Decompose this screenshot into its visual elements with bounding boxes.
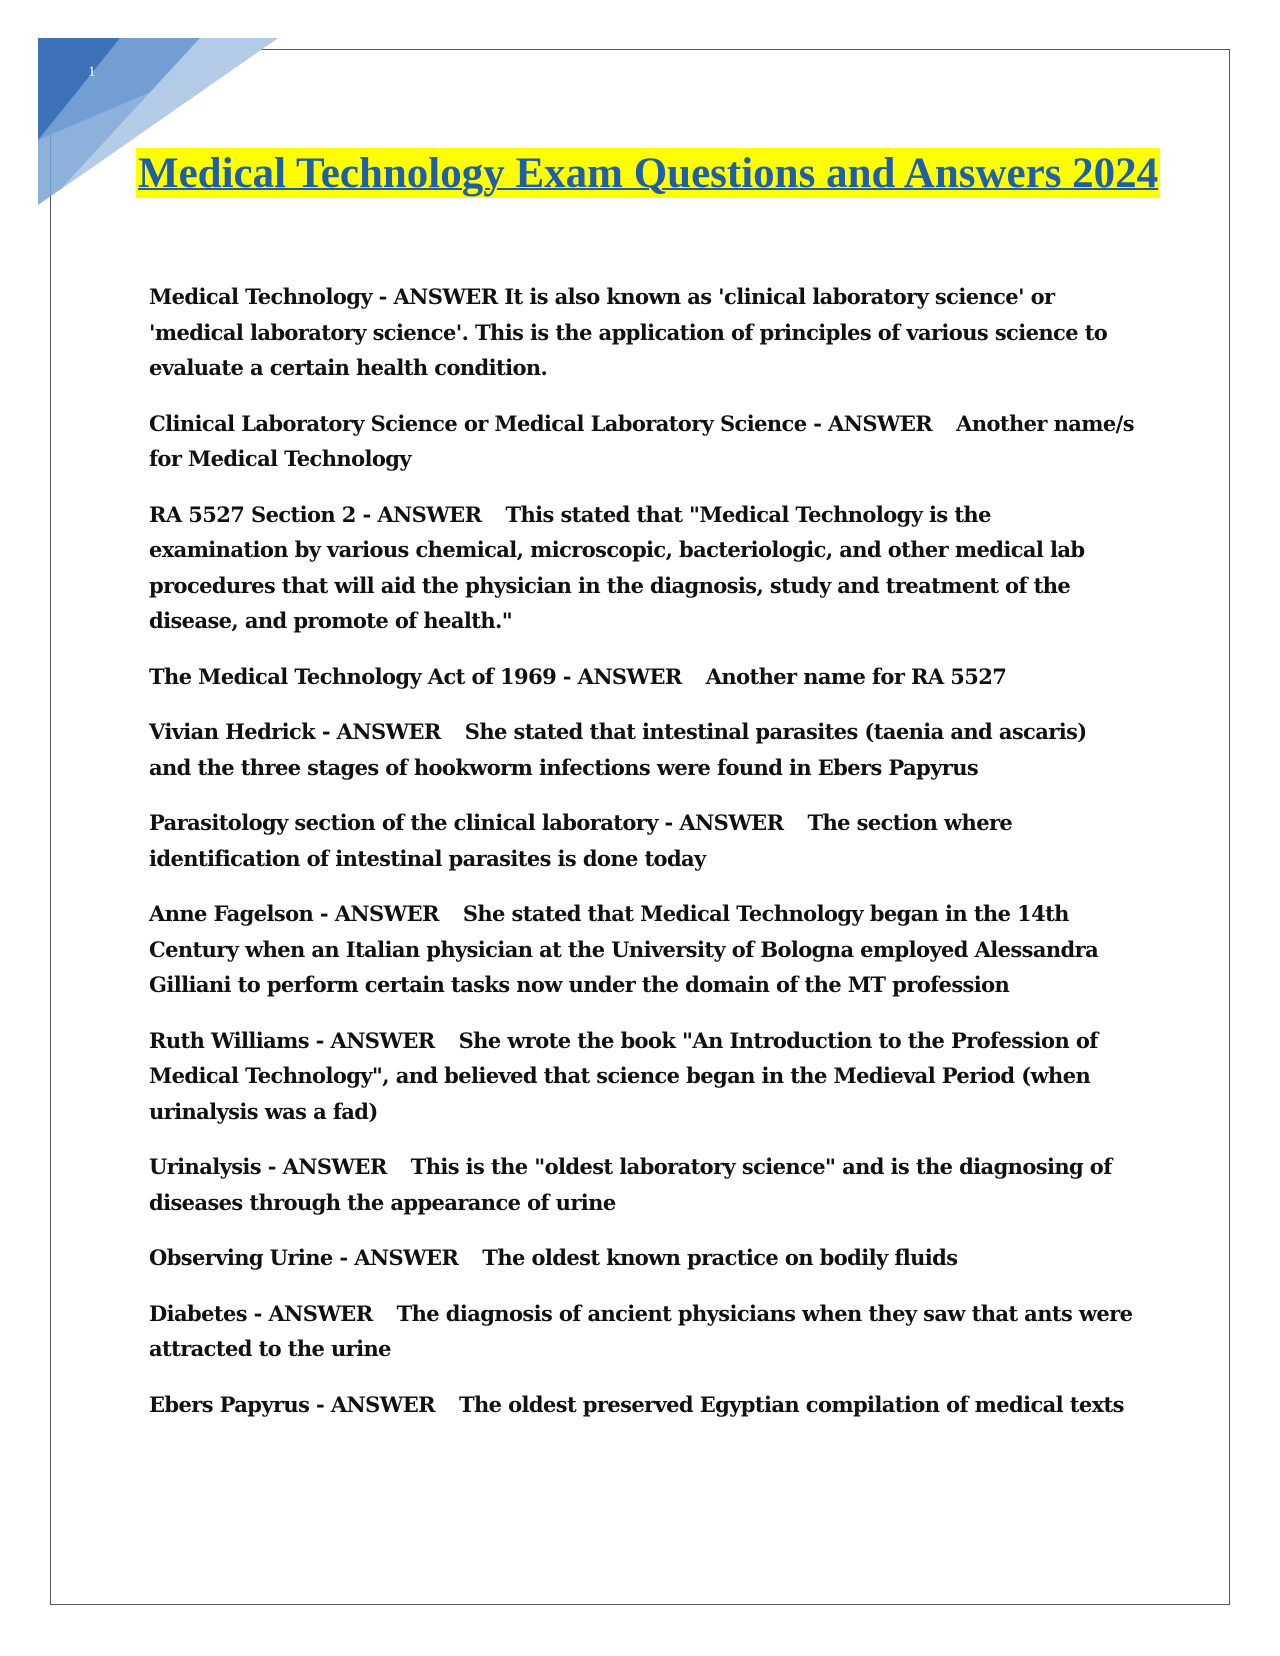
qa-term: Medical Technology - ANSWER [149, 284, 498, 309]
qa-answer: She wrote the book "An Introduction to the Profession of Medical Technology", and believed that science began in the Medieval Period (when urinalysis was a fad) [149, 1027, 1098, 1124]
document-title: Medical Technology Exam Questions and Answers 2024 [138, 150, 1159, 197]
qa-term: Observing Urine - ANSWER [149, 1245, 459, 1270]
qa-term: Anne Fagelson - ANSWER [149, 901, 439, 926]
list-item [149, 896, 1135, 1003]
qa-term: Ruth Williams - ANSWER [149, 1027, 435, 1053]
qa-term: The Medical Technology Act of 1969 - ANSWER [149, 663, 682, 689]
qa-answer: The diagnosis of ancient physicians when they saw that ants were attracted to the urine [149, 1300, 1133, 1361]
list-item [149, 659, 1135, 695]
qa-term: Clinical Laboratory Science or Medical Laboratory Science - ANSWER [149, 410, 933, 436]
qa-answer: The oldest known practice on bodily fluids [482, 1245, 958, 1270]
qa-term: Parasitology section of the clinical laboratory - ANSWER [149, 810, 784, 835]
list-item [149, 1023, 1135, 1130]
list-item [149, 406, 1135, 477]
qa-term: Diabetes - ANSWER [149, 1300, 373, 1326]
list-item [149, 497, 1135, 639]
qa-list [149, 279, 1135, 1442]
qa-answer: She stated that intestinal parasites (taenia and ascaris) and the three stages of hookworm infections were found in Ebers Papyrus [149, 719, 1087, 780]
list-item [149, 1296, 1135, 1367]
qa-answer: The section where identification of intestinal parasites is done today [149, 810, 1013, 871]
qa-answer: This stated that "Medical Technology is the examination by various chemical, microscopic, bacteriologic, and other medical lab procedures that will aid the physician in the diagnosis, study and treatment of the disease, and promote of health." [149, 501, 1085, 633]
qa-term: Ebers Papyrus - ANSWER [149, 1391, 435, 1417]
qa-term: RA 5527 Section 2 - ANSWER [149, 501, 482, 527]
qa-answer: This is the "oldest laboratory science" and is the diagnosing of diseases through the appearance of urine [149, 1154, 1112, 1215]
qa-term: Urinalysis - ANSWER [149, 1154, 387, 1179]
qa-term: Vivian Hedrick - ANSWER [149, 719, 441, 744]
page-number: 1 [88, 64, 96, 80]
qa-answer: Another name/s for Medical Technology [149, 410, 1134, 471]
qa-answer: It is also known as 'clinical laboratory science' or 'medical laboratory science'. This is the application of principles of various science to evaluate a certain health condition. [149, 284, 1108, 380]
list-item [149, 1149, 1135, 1220]
list-item [149, 1240, 1135, 1276]
qa-answer: She stated that Medical Technology began in the 14th Century when an Italian physician at the University of Bologna employed Alessandra Gilliani to perform certain tasks now under the domain of the MT profession [149, 901, 1099, 997]
qa-answer: Another name for RA 5527 [705, 663, 1007, 689]
qa-answer: The oldest preserved Egyptian compilation of medical texts [458, 1391, 1124, 1417]
list-item [149, 1387, 1135, 1423]
list-item [149, 714, 1135, 785]
list-item [149, 805, 1135, 876]
list-item [149, 279, 1135, 386]
